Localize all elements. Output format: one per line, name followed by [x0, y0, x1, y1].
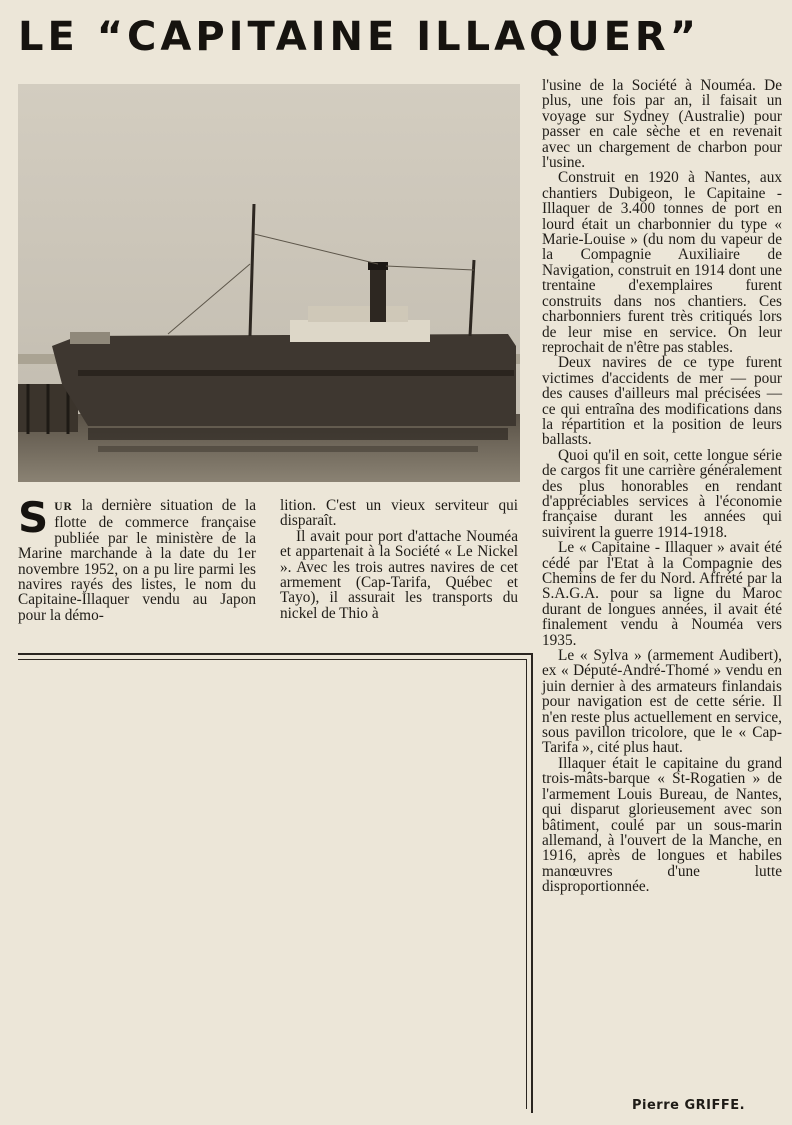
intro-paragraph	[18, 493, 256, 624]
double-rule-horizontal-inner	[18, 659, 526, 660]
drop-cap: S	[18, 493, 49, 542]
paragraph: Construit en 1920 à Nantes, aux chantiers Dubigeon, le Capitaine - Illaquer de 3.400 tonnes de port en lourd était un charbonnier du type « Marie-Louise » (du nom du vapeur de la Compagnie Auxiliaire de Navigation, construit en 1914 dont une trentaine d'exemplaires furent construits dans nos chantiers. Ces charbonniers furent très critiqués lors de leur mise en service. On leur reprochait de n'être pas stables.	[542, 169, 782, 356]
drop-cap-smallcaps: UR	[54, 501, 73, 513]
paragraph: l'usine de la Société à Nouméa. De plus, une fois par an, il faisait un voyage sur Sydney (Australie) pour passer en cale sèche et en revenait avec un chargement de charbon pour l'usine.	[542, 77, 782, 172]
article-column-2	[280, 498, 518, 621]
paragraph: Le « Sylva » (armement Audibert), ex « Député-André-Thomé » vendu en juin dernier à des armateurs finlandais pour navigation est de cette série. Il n'en reste plus actuellement en service, sous pavillon tricolore, que le « Cap-Tarifa », cité plus haut.	[542, 647, 782, 757]
double-rule-vertical-inner	[526, 659, 527, 1109]
ship-photo	[18, 84, 520, 482]
article-column-1	[18, 493, 256, 624]
paragraph: lition. C'est un vieux serviteur qui disparaît.	[280, 497, 518, 530]
paragraph: Deux navires de ce type furent victimes d'accidents de mer — pour des causes d'ailleurs mal précisées — ce qui entraîna des modifications dans la répartition et la position de leurs ballasts.	[542, 354, 782, 449]
paragraph: Illaquer était le capitaine du grand trois-mâts-barque « St-Rogatien » de l'armement Louis Bureau, de Nantes, qui disparut glorieusement avec son bâtiment, coulé par un sous-marin allemand, à l'ouvert de la Manche, en 1916, après de longues et habiles manœuvres d'une lutte disproportionnée.	[542, 754, 782, 896]
double-rule-horizontal	[18, 653, 532, 655]
paragraph: la dernière situation de la flotte de commerce française publiée par le ministère de la Marine marchande à la date du 1er novembre 1952, on a pu lire parmi les navires rayés des listes, le nom du Capitaine-Illaquer vendu au Japon pour la démo-	[18, 497, 256, 624]
double-rule-vertical	[531, 653, 533, 1113]
paragraph: Le « Capitaine - Illaquer » avait été cédé par l'Etat à la Compagnie des Chemins de fer du Nord. Affrété par la S.A.G.A. pour sa ligne du Maroc durant de longues années, il avait été finalement vendu à Nouméa vers 1935.	[542, 539, 782, 649]
article-title: LE “CAPITAINE ILLAQUER”	[18, 14, 700, 60]
article-column-3	[542, 78, 782, 895]
paragraph: Il avait pour port d'attache Nouméa et appartenait à la Société « Le Nickel ». Avec les trois autres navires de cet armement (Cap-Tarifa, Québec et Tayo), il assurait les transports du nickel de Thio à	[280, 527, 518, 622]
paragraph: Quoi qu'il en soit, cette longue série de cargos fit une carrière généralement des plus honorables en rendant d'appréciables services à l'économie française durant les années qui suivirent la guerre 1914-1918.	[542, 446, 782, 541]
author-signature: Pierre GRIFFE.	[632, 1098, 746, 1113]
